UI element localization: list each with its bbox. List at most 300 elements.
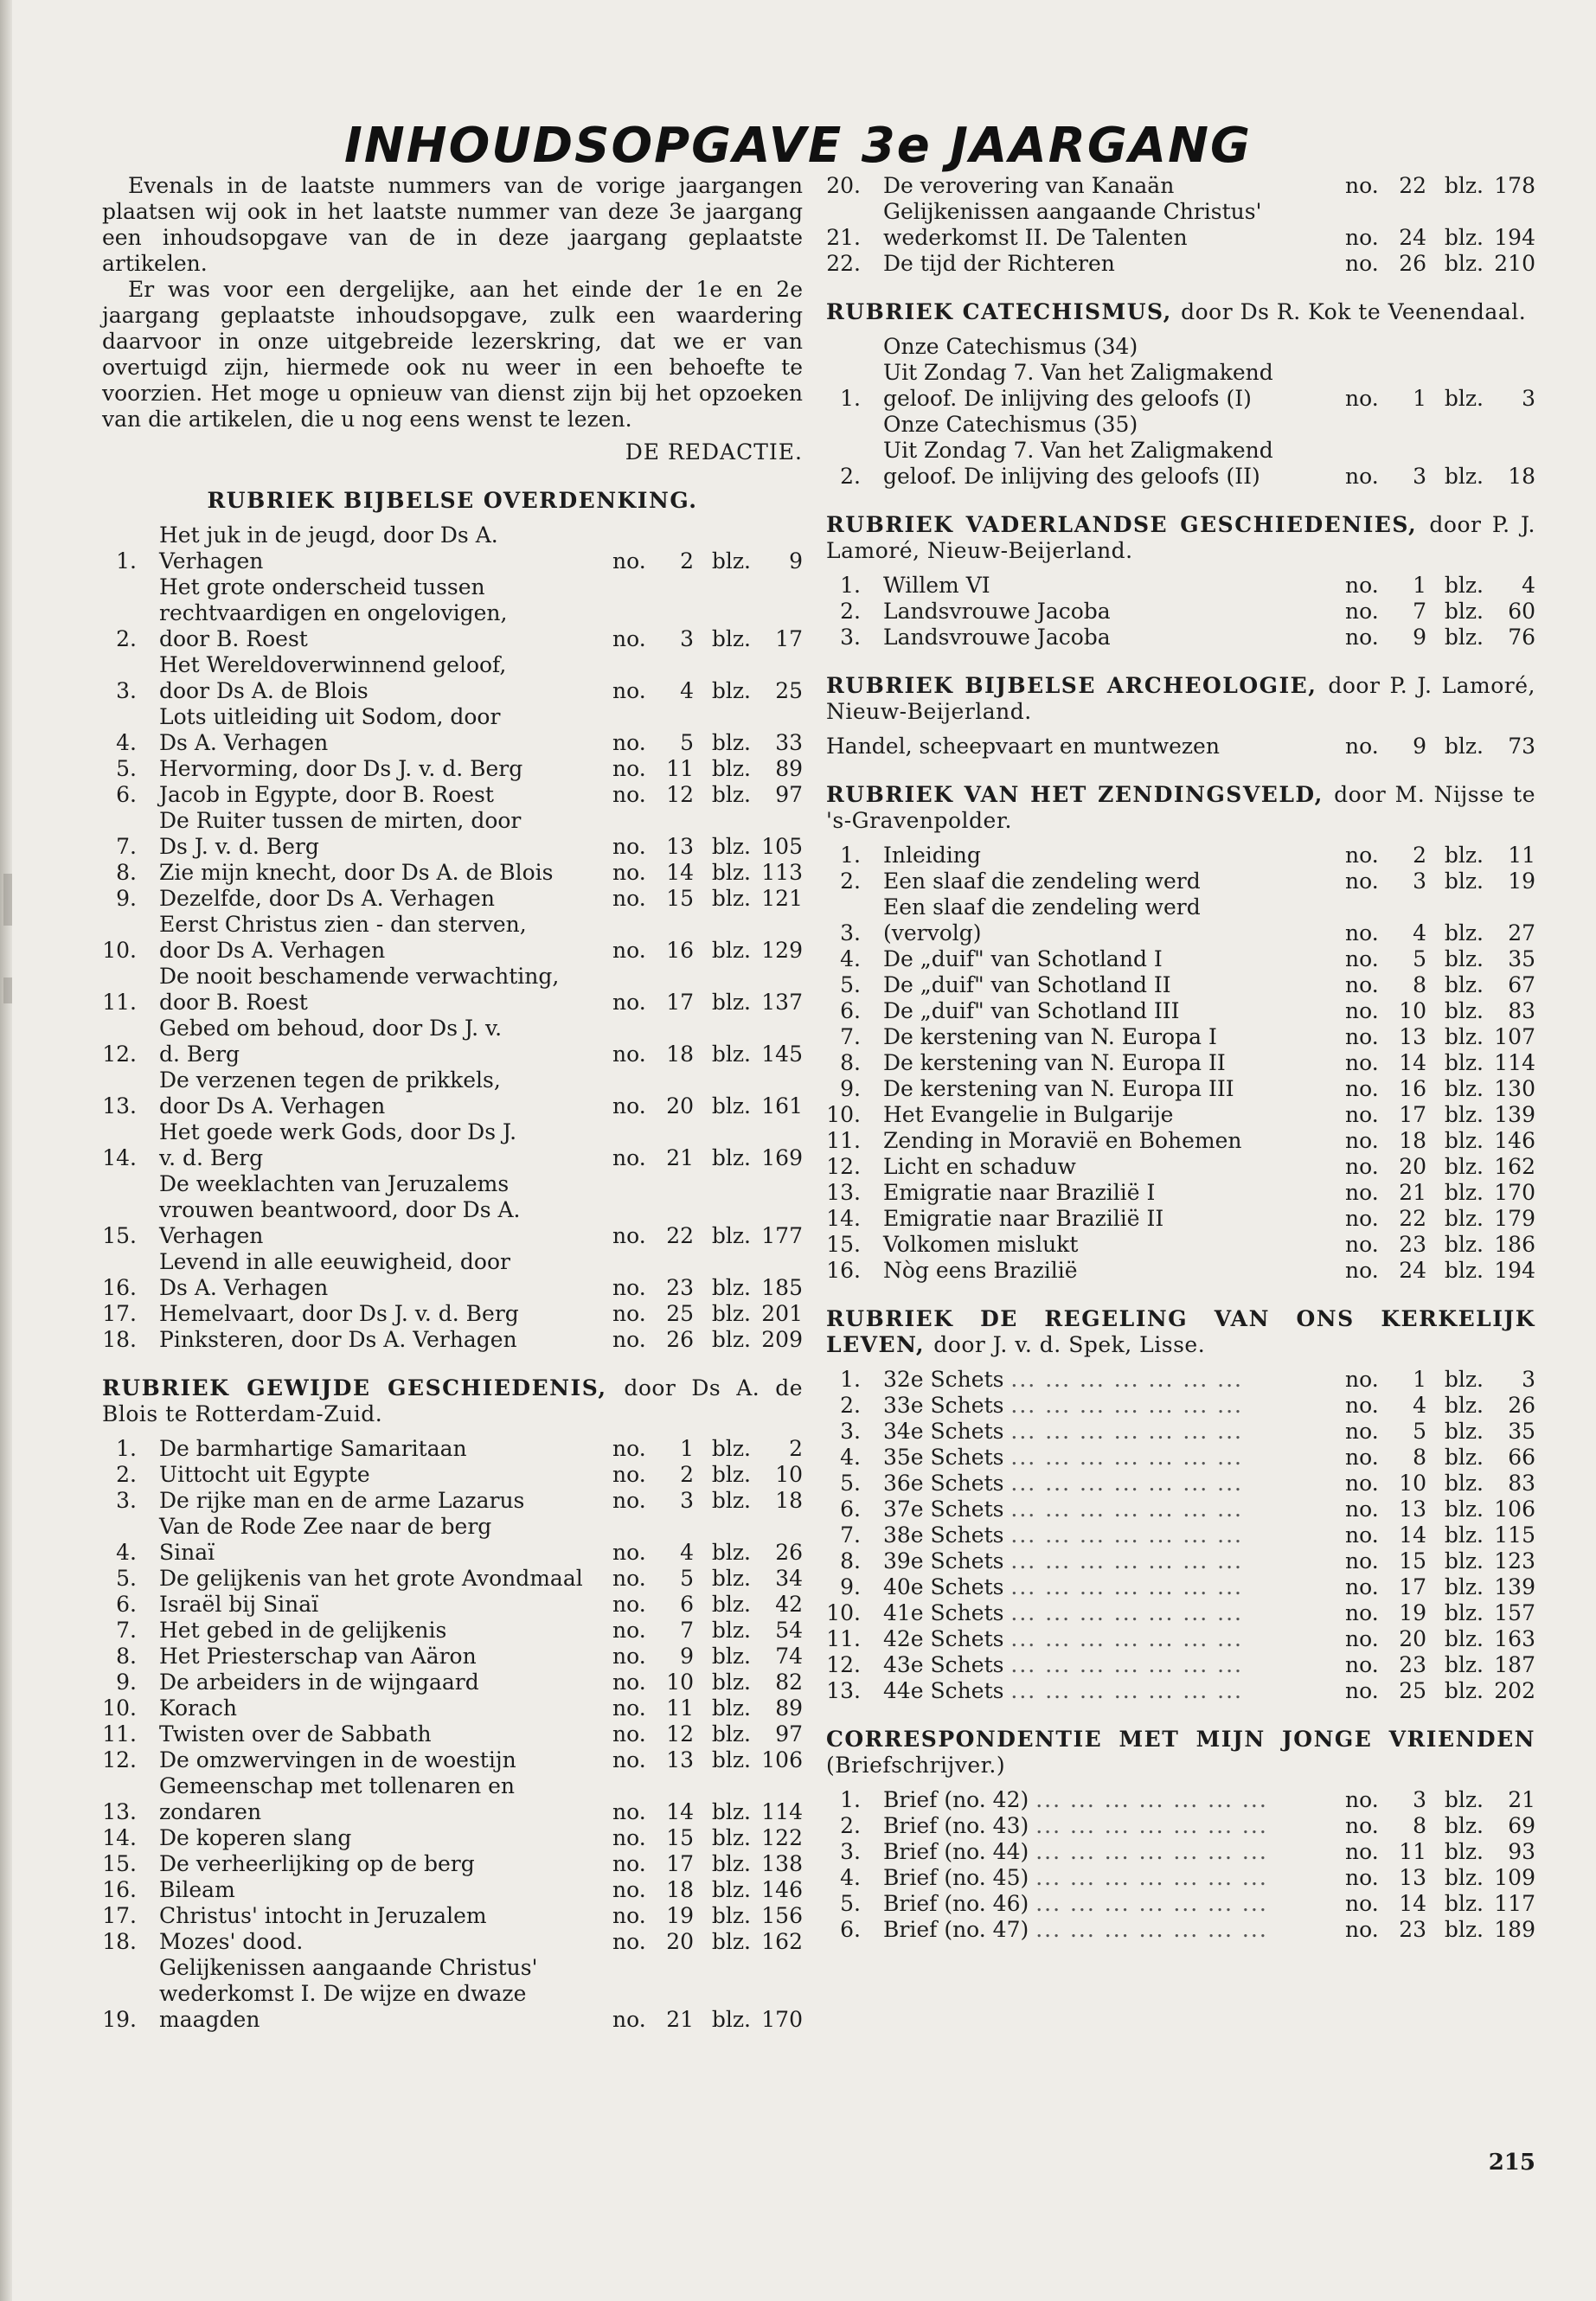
entry-number: 2. xyxy=(116,626,137,651)
list-item xyxy=(826,173,1535,199)
entry-ref: no. 12 blz. 97 xyxy=(612,1721,803,1747)
entry-number: 8. xyxy=(840,1548,861,1574)
entry-title: Het Wereldoverwinnend geloof, door Ds A. de Blois xyxy=(159,652,507,703)
leader-dots: ... ... ... ... ... ... ... xyxy=(1010,1548,1243,1574)
entry-ref: no. 12 blz. 97 xyxy=(612,782,803,807)
entry-ref: no. 10 blz. 82 xyxy=(612,1670,803,1695)
entry-number: 1. xyxy=(116,548,137,574)
entry-title: Gelijkenissen aangaande Christus' wederkomst I. De wijze en dwaze maagden xyxy=(159,1955,538,2032)
margin-smudge xyxy=(3,977,12,1003)
list-item xyxy=(102,1747,803,1773)
list-item xyxy=(826,972,1535,998)
entry-title: Gemeenschap met tollenaren en zondaren xyxy=(159,1773,516,1824)
entry-number: 10. xyxy=(826,1102,861,1127)
list-item xyxy=(826,573,1535,599)
list-item xyxy=(826,1839,1535,1865)
leader-dots: ... ... ... ... ... ... ... xyxy=(1035,1891,1268,1916)
entry-title: Brief (no. 44) ... ... ... ... ... ... ... xyxy=(883,1839,1268,1864)
list-item xyxy=(826,1497,1535,1522)
entry-number: 1. xyxy=(840,573,861,598)
entry-ref: no. 4 blz. 25 xyxy=(612,678,803,703)
entry-ref: no. 14 blz. 115 xyxy=(1345,1522,1535,1548)
list-item xyxy=(102,1618,803,1644)
list-item xyxy=(826,1206,1535,1232)
list-item xyxy=(826,1024,1535,1050)
entry-number: 7. xyxy=(840,1522,861,1548)
section-heading: RUBRIEK DE REGELING VAN ONS KERKELIJK LEVEN, door J. v. d. Spek, Lisse. xyxy=(826,1306,1535,1357)
list-item xyxy=(826,1600,1535,1626)
entry-title: Gelijkenissen aangaande Christus' wederkomst II. De Talenten xyxy=(883,199,1262,250)
entry-title: De Ruiter tussen de mirten, door Ds J. v. d. Berg xyxy=(159,808,522,859)
intro-paragraph: Er was voor een dergelijke, aan het einde der 1e en 2e jaargang geplaatste inhoudsopgave, zulk een waardering daarvoor in onze uitgebreide lezerskring, dat we er van overtuigd zijn, hiermede ook nu weer in een behoefte te voorzien. Het moge u opnieuw van dienst zijn bij het opzoeken van die artikelen, die u nog eens wenst te lezen. xyxy=(102,277,803,432)
entry-number: 16. xyxy=(102,1275,137,1300)
leader-dots: ... ... ... ... ... ... ... xyxy=(1035,1917,1268,1942)
entry-title: De nooit beschamende verwachting, door B. Roest xyxy=(159,964,560,1015)
entry-ref: no. 1 blz. 3 xyxy=(1345,1367,1535,1392)
entry-number: 2. xyxy=(840,1393,861,1418)
entry-number: 1. xyxy=(840,1787,861,1812)
section-heading: RUBRIEK VADERLANDSE GESCHIEDENIES, door P. J. Lamoré, Nieuw-Beijerland. xyxy=(826,512,1535,563)
list-item xyxy=(102,1670,803,1695)
entry-title: De „duif" van Schotland II xyxy=(883,972,1171,997)
regeling-list xyxy=(826,1367,1535,1704)
entry-number: 20. xyxy=(826,173,861,198)
list-item xyxy=(826,1471,1535,1497)
entry-number: 9. xyxy=(840,1574,861,1599)
list-item xyxy=(826,998,1535,1024)
leader-dots: ... ... ... ... ... ... ... xyxy=(1010,1367,1243,1392)
list-item xyxy=(826,1393,1535,1419)
list-item xyxy=(826,1891,1535,1917)
entry-title: Hemelvaart, door Ds J. v. d. Berg xyxy=(159,1301,519,1326)
entry-title: De weeklachten van Jeruzalems vrouwen beantwoord, door Ds A. Verhagen xyxy=(159,1171,521,1248)
entry-number: 14. xyxy=(102,1145,137,1170)
section-heading: RUBRIEK BIJBELSE OVERDENKING. xyxy=(207,488,698,513)
entry-number: 19. xyxy=(102,2007,137,2032)
entry-number: 15. xyxy=(102,1223,137,1248)
entry-title: Pinksteren, door Ds A. Verhagen xyxy=(159,1327,517,1352)
entry-title: Brief (no. 46) ... ... ... ... ... ... ... xyxy=(883,1891,1268,1916)
entry-number: 13. xyxy=(826,1180,861,1205)
list-item xyxy=(826,1076,1535,1102)
list-item xyxy=(826,1652,1535,1678)
entry-number: 10. xyxy=(102,1695,137,1721)
overdenking-list xyxy=(102,522,803,1353)
list-item xyxy=(102,522,803,574)
entry-ref: no. 9 blz. 73 xyxy=(1345,734,1535,759)
entry-number: 6. xyxy=(840,998,861,1023)
list-item xyxy=(102,964,803,1016)
entry-ref: no. 25 blz. 202 xyxy=(1345,1678,1535,1703)
intro-paragraph: Evenals in de laatste nummers van de vorige jaargangen plaatsen wij ook in het laatste nummer van deze 3e jaargang een inhoudsopgave van de in deze jaargang geplaatste artikelen. xyxy=(102,173,803,276)
entry-title: Mozes' dood. xyxy=(159,1929,304,1954)
list-item xyxy=(826,1787,1535,1813)
entry-title: Volkomen mislukt xyxy=(883,1232,1079,1257)
leader-dots: ... ... ... ... ... ... ... xyxy=(1010,1445,1243,1470)
entry-ref: no. 5 blz. 33 xyxy=(612,730,803,755)
entry-ref: no. 13 blz. 106 xyxy=(612,1747,803,1772)
entry-title: Een slaaf die zendeling werd xyxy=(883,868,1201,894)
entry-number: 8. xyxy=(840,1050,861,1075)
entry-title: Een slaaf die zendeling werd (vervolg) xyxy=(883,894,1201,945)
entry-ref: no. 19 blz. 156 xyxy=(612,1903,803,1928)
list-item xyxy=(102,1955,803,2033)
list-item xyxy=(826,1367,1535,1393)
list-item xyxy=(826,1050,1535,1076)
entry-ref: no. 7 blz. 54 xyxy=(612,1618,803,1643)
entry-number: 6. xyxy=(840,1917,861,1942)
entry-number: 22. xyxy=(826,251,861,276)
entry-ref: no. 22 blz. 177 xyxy=(612,1223,803,1248)
entry-ref: no. 2 blz. 10 xyxy=(612,1462,803,1487)
entry-title: De tijd der Richteren xyxy=(883,251,1115,276)
entry-number: 5. xyxy=(840,972,861,997)
entry-ref: no. 24 blz. 194 xyxy=(1345,1258,1535,1283)
entry-number: 7. xyxy=(116,834,137,859)
entry-ref: no. 15 blz. 123 xyxy=(1345,1548,1535,1574)
leader-dots: ... ... ... ... ... ... ... xyxy=(1035,1839,1268,1864)
list-item xyxy=(102,782,803,808)
entry-title: De arbeiders in de wijngaard xyxy=(159,1670,479,1695)
entry-number: 3. xyxy=(840,1419,861,1444)
entry-title: Onze Catechismus (35) Uit Zondag 7. Van het Zaligmakend geloof. De inlijving des geloofs (II) xyxy=(883,412,1273,489)
entry-number: 8. xyxy=(116,1644,137,1669)
leader-dots: ... ... ... ... ... ... ... xyxy=(1035,1813,1268,1838)
entry-number: 4. xyxy=(840,1445,861,1470)
list-item xyxy=(102,1825,803,1851)
entry-ref: no. 1 blz. 4 xyxy=(1345,573,1535,598)
entry-title: Het goede werk Gods, door Ds J. v. d. Berg xyxy=(159,1119,517,1170)
entry-number: 3. xyxy=(116,678,137,703)
entry-title: Brief (no. 42) ... ... ... ... ... ... ... xyxy=(883,1787,1268,1812)
entry-number: 11. xyxy=(826,1128,861,1153)
list-item xyxy=(826,599,1535,625)
entry-ref: no. 9 blz. 76 xyxy=(1345,625,1535,650)
list-item xyxy=(102,1067,803,1119)
correspondentie-list xyxy=(826,1787,1535,1943)
entry-title: De gelijkenis van het grote Avondmaal xyxy=(159,1566,583,1591)
entry-number: 12. xyxy=(102,1042,137,1067)
entry-ref: no. 5 blz. 35 xyxy=(1345,1419,1535,1444)
entry-ref: no. 20 blz. 163 xyxy=(1345,1626,1535,1651)
list-item xyxy=(826,251,1535,277)
list-item xyxy=(826,1678,1535,1704)
entry-number: 10. xyxy=(102,938,137,963)
entry-number: 6. xyxy=(116,782,137,807)
entry-title: Emigratie naar Brazilië I xyxy=(883,1180,1156,1205)
entry-ref: no. 25 blz. 201 xyxy=(612,1301,803,1326)
entry-title: 33e Schets ... ... ... ... ... ... ... xyxy=(883,1393,1243,1418)
entry-title: Brief (no. 45) ... ... ... ... ... ... ... xyxy=(883,1865,1268,1890)
entry-title: De kerstening van N. Europa II xyxy=(883,1050,1226,1075)
entry-number: 2. xyxy=(840,599,861,624)
entry-ref: no. 13 blz. 105 xyxy=(612,834,803,859)
entry-number: 5. xyxy=(840,1471,861,1496)
entry-title: Nòg eens Brazilië xyxy=(883,1258,1078,1283)
leader-dots: ... ... ... ... ... ... ... xyxy=(1035,1787,1268,1812)
list-item xyxy=(826,625,1535,651)
list-item xyxy=(826,1522,1535,1548)
entry-ref: no. 3 blz. 21 xyxy=(1345,1787,1535,1812)
list-item xyxy=(102,1903,803,1929)
entry-number: 12. xyxy=(826,1154,861,1179)
entry-ref: no. 22 blz. 179 xyxy=(1345,1206,1535,1231)
entry-title: 41e Schets ... ... ... ... ... ... ... xyxy=(883,1600,1243,1625)
list-item xyxy=(826,1574,1535,1600)
entry-number: 2. xyxy=(116,1462,137,1487)
entry-title: 32e Schets ... ... ... ... ... ... ... xyxy=(883,1367,1243,1392)
entry-number: 10. xyxy=(826,1600,861,1625)
list-item xyxy=(826,1419,1535,1445)
entry-ref: no. 26 blz. 209 xyxy=(612,1327,803,1352)
entry-title: Dezelfde, door Ds A. Verhagen xyxy=(159,886,495,911)
entry-number: 2. xyxy=(840,1813,861,1838)
page-title: INHOUDSOPGAVE 3e JAARGANG xyxy=(344,117,1252,174)
margin-smudge xyxy=(3,874,12,926)
entry-title: Het gebed in de gelijkenis xyxy=(159,1618,447,1643)
entry-ref: no. 14 blz. 114 xyxy=(1345,1050,1535,1075)
entry-ref: no. 21 blz. 169 xyxy=(612,1145,803,1170)
entry-number: 3. xyxy=(840,625,861,650)
entry-title: Licht en schaduw xyxy=(883,1154,1076,1179)
left-column xyxy=(102,173,803,2033)
section-heading: RUBRIEK BIJBELSE ARCHEOLOGIE, door P. J. Lamoré, Nieuw-Beijerland. xyxy=(826,673,1535,724)
list-item xyxy=(102,912,803,964)
entry-ref: no. 14 blz. 117 xyxy=(1345,1891,1535,1916)
entry-title: Jacob in Egypte, door B. Roest xyxy=(159,782,494,807)
leader-dots: ... ... ... ... ... ... ... xyxy=(1010,1522,1243,1548)
entry-title: 43e Schets ... ... ... ... ... ... ... xyxy=(883,1652,1243,1677)
entry-title: 37e Schets ... ... ... ... ... ... ... xyxy=(883,1497,1243,1522)
entry-title: Brief (no. 47) ... ... ... ... ... ... ... xyxy=(883,1917,1268,1942)
entry-number: 17. xyxy=(102,1301,137,1326)
entry-number: 4. xyxy=(840,946,861,971)
entry-ref: no. 3 blz. 18 xyxy=(612,1488,803,1513)
entry-title: Zie mijn knecht, door Ds A. de Blois xyxy=(159,860,554,885)
list-item xyxy=(826,894,1535,946)
entry-number: 4. xyxy=(840,1865,861,1890)
list-item xyxy=(826,1548,1535,1574)
catechismus-list xyxy=(826,334,1535,490)
entry-title: Het Evangelie in Bulgarije xyxy=(883,1102,1174,1127)
leader-dots: ... ... ... ... ... ... ... xyxy=(1010,1652,1243,1677)
entry-title: De verovering van Kanaän xyxy=(883,173,1175,198)
entry-number: 9. xyxy=(116,886,137,911)
entry-ref: no. 9 blz. 74 xyxy=(612,1644,803,1669)
entry-ref: no. 19 blz. 157 xyxy=(1345,1600,1535,1625)
entry-ref: no. 26 blz. 210 xyxy=(1345,251,1535,276)
entry-ref: no. 18 blz. 145 xyxy=(612,1042,803,1067)
entry-ref: no. 15 blz. 121 xyxy=(612,886,803,911)
entry-number: 4. xyxy=(116,730,137,755)
list-item xyxy=(826,1128,1535,1154)
list-item xyxy=(102,1249,803,1301)
entry-title: Eerst Christus zien - dan sterven, door Ds A. Verhagen xyxy=(159,912,527,963)
list-item xyxy=(102,1721,803,1747)
list-item xyxy=(102,1773,803,1825)
entry-title: Korach xyxy=(159,1695,238,1721)
list-item xyxy=(102,1462,803,1488)
entry-number: 18. xyxy=(102,1929,137,1954)
entry-number: 15. xyxy=(102,1851,137,1876)
list-item xyxy=(102,574,803,652)
entry-number: 16. xyxy=(826,1258,861,1283)
entry-ref: no. 11 blz. 89 xyxy=(612,756,803,781)
list-item xyxy=(102,1488,803,1514)
entry-number: 9. xyxy=(116,1670,137,1695)
entry-ref: no. 8 blz. 69 xyxy=(1345,1813,1535,1838)
page-number: 215 xyxy=(1488,2150,1535,2176)
entry-ref: no. 11 blz. 89 xyxy=(612,1695,803,1721)
list-item xyxy=(102,1119,803,1171)
list-item xyxy=(102,860,803,886)
entry-ref: no. 20 blz. 161 xyxy=(612,1093,803,1118)
entry-number: 15. xyxy=(826,1232,861,1257)
entry-number: 13. xyxy=(826,1678,861,1703)
entry-ref: no. 1 blz. 2 xyxy=(612,1436,803,1461)
binding-edge xyxy=(0,0,12,2301)
entry-title: De rijke man en de arme Lazarus xyxy=(159,1488,525,1513)
entry-ref: no. 3 blz. 18 xyxy=(1345,464,1535,489)
entry-ref: no. 23 blz. 185 xyxy=(612,1275,803,1300)
entry-title: Onze Catechismus (34) Uit Zondag 7. Van het Zaligmakend geloof. De inlijving des geloofs (I) xyxy=(883,334,1273,411)
entry-ref: no. 2 blz. 11 xyxy=(1345,843,1535,868)
entry-number: 17. xyxy=(102,1903,137,1928)
entry-title: Landsvrouwe Jacoba xyxy=(883,599,1111,624)
leader-dots: ... ... ... ... ... ... ... xyxy=(1010,1471,1243,1496)
leader-dots: ... ... ... ... ... ... ... xyxy=(1035,1865,1268,1890)
list-item xyxy=(826,1102,1535,1128)
entry-ref: no. 23 blz. 186 xyxy=(1345,1232,1535,1257)
entry-title: Zending in Moravië en Bohemen xyxy=(883,1128,1242,1153)
entry-ref: no. 23 blz. 189 xyxy=(1345,1917,1535,1942)
entry-ref: no. 22 blz. 178 xyxy=(1345,173,1535,198)
archeologie-entry xyxy=(826,734,1535,760)
entry-title: Brief (no. 43) ... ... ... ... ... ... ... xyxy=(883,1813,1268,1838)
list-item xyxy=(102,808,803,860)
list-item xyxy=(826,1180,1535,1206)
list-item xyxy=(102,1514,803,1566)
entry-ref: no. 3 blz. 17 xyxy=(612,626,803,651)
vaderlandse-list xyxy=(826,573,1535,651)
entry-ref: no. 20 blz. 162 xyxy=(1345,1154,1535,1179)
leader-dots: ... ... ... ... ... ... ... xyxy=(1010,1678,1243,1703)
entry-ref: no. 18 blz. 146 xyxy=(612,1877,803,1902)
list-item xyxy=(826,1154,1535,1180)
entry-ref: no. 8 blz. 66 xyxy=(1345,1445,1535,1470)
entry-title: Het juk in de jeugd, door Ds A. Verhagen xyxy=(159,522,498,574)
entry-number: 13. xyxy=(102,1799,137,1824)
entry-title: 35e Schets ... ... ... ... ... ... ... xyxy=(883,1445,1243,1470)
list-item xyxy=(102,756,803,782)
entry-ref: no. 5 blz. 34 xyxy=(612,1566,803,1591)
entry-ref: no. 16 blz. 129 xyxy=(612,938,803,963)
section-heading: RUBRIEK CATECHISMUS, door Ds R. Kok te Veenendaal. xyxy=(826,299,1527,324)
entry-title: 44e Schets ... ... ... ... ... ... ... xyxy=(883,1678,1243,1703)
entry-title: 39e Schets ... ... ... ... ... ... ... xyxy=(883,1548,1243,1574)
entry-number: 3. xyxy=(116,1488,137,1513)
list-item xyxy=(102,886,803,912)
entry-title: De omzwervingen in de woestijn xyxy=(159,1747,516,1772)
gewijde-list-cont xyxy=(826,173,1535,277)
entry-ref: no. 8 blz. 67 xyxy=(1345,972,1535,997)
entry-ref: no. 21 blz. 170 xyxy=(612,2007,803,2032)
entry-ref: no. 15 blz. 122 xyxy=(612,1825,803,1850)
list-item xyxy=(826,412,1535,490)
entry-number: 11. xyxy=(102,990,137,1015)
leader-dots: ... ... ... ... ... ... ... xyxy=(1010,1393,1243,1418)
entry-title: Twisten over de Sabbath xyxy=(159,1721,432,1747)
list-item xyxy=(102,1171,803,1249)
entry-number: 2. xyxy=(840,464,861,489)
entry-ref: no. 10 blz. 83 xyxy=(1345,998,1535,1023)
entry-ref: no. 17 blz. 137 xyxy=(612,990,803,1015)
entry-title: Hervorming, door Ds J. v. d. Berg xyxy=(159,756,523,781)
entry-title: Lots uitleiding uit Sodom, door Ds A. Verhagen xyxy=(159,704,501,755)
entry-number: 1. xyxy=(116,1436,137,1461)
entry-number: 5. xyxy=(116,1566,137,1591)
entry-title: 36e Schets ... ... ... ... ... ... ... xyxy=(883,1471,1243,1496)
list-item xyxy=(826,843,1535,868)
list-item xyxy=(102,1436,803,1462)
entry-ref: no. 1 blz. 3 xyxy=(1345,386,1535,411)
list-item xyxy=(826,1626,1535,1652)
entry-ref: no. 4 blz. 26 xyxy=(1345,1393,1535,1418)
list-item xyxy=(826,1813,1535,1839)
entry-ref: no. 16 blz. 130 xyxy=(1345,1076,1535,1101)
leader-dots: ... ... ... ... ... ... ... xyxy=(1010,1600,1243,1625)
section-heading: CORRESPONDENTIE MET MIJN JONGE VRIENDEN (Briefschrijver.) xyxy=(826,1727,1535,1778)
entry-number: 5. xyxy=(840,1891,861,1916)
entry-ref: no. 14 blz. 113 xyxy=(612,860,803,885)
signature: DE REDACTIE. xyxy=(625,439,803,465)
entry-title: Christus' intocht in Jeruzalem xyxy=(159,1903,487,1928)
entry-number: 1. xyxy=(840,1367,861,1392)
list-item xyxy=(102,1851,803,1877)
entry-title: Levend in alle eeuwigheid, door Ds A. Verhagen xyxy=(159,1249,510,1300)
entry-title: 34e Schets ... ... ... ... ... ... ... xyxy=(883,1419,1243,1444)
entry-title: De verheerlijking op de berg xyxy=(159,1851,475,1876)
entry-number: 14. xyxy=(826,1206,861,1231)
section-heading: RUBRIEK VAN HET ZENDINGSVELD, door M. Nijsse te 's-Gravenpolder. xyxy=(826,782,1535,833)
list-item xyxy=(102,1592,803,1618)
entry-title: Het Priesterschap van Aäron xyxy=(159,1644,477,1669)
entry-ref: no. 23 blz. 187 xyxy=(1345,1652,1535,1677)
entry-number: 5. xyxy=(116,756,137,781)
entry-ref: no. 6 blz. 42 xyxy=(612,1592,803,1617)
entry-title: Bileam xyxy=(159,1877,235,1902)
entry-number: 12. xyxy=(826,1652,861,1677)
entry-title: Handel, scheepvaart en muntwezen xyxy=(826,734,1220,759)
entry-ref: no. 13 blz. 107 xyxy=(1345,1024,1535,1049)
list-item xyxy=(102,652,803,704)
zendingsveld-list xyxy=(826,843,1535,1284)
entry-ref: no. 24 blz. 194 xyxy=(1345,225,1535,250)
entry-ref: no. 11 blz. 93 xyxy=(1345,1839,1535,1864)
leader-dots: ... ... ... ... ... ... ... xyxy=(1010,1574,1243,1599)
entry-number: 7. xyxy=(840,1024,861,1049)
entry-ref: no. 17 blz. 139 xyxy=(1345,1102,1535,1127)
entry-ref: no. 17 blz. 139 xyxy=(1345,1574,1535,1599)
entry-title: 42e Schets ... ... ... ... ... ... ... xyxy=(883,1626,1243,1651)
entry-title: Inleiding xyxy=(883,843,981,868)
list-item xyxy=(826,1865,1535,1891)
entry-number: 21. xyxy=(826,225,861,250)
entry-title: De kerstening van N. Europa III xyxy=(883,1076,1234,1101)
entry-title: Uittocht uit Egypte xyxy=(159,1462,370,1487)
list-item xyxy=(826,1258,1535,1284)
list-item xyxy=(826,946,1535,972)
